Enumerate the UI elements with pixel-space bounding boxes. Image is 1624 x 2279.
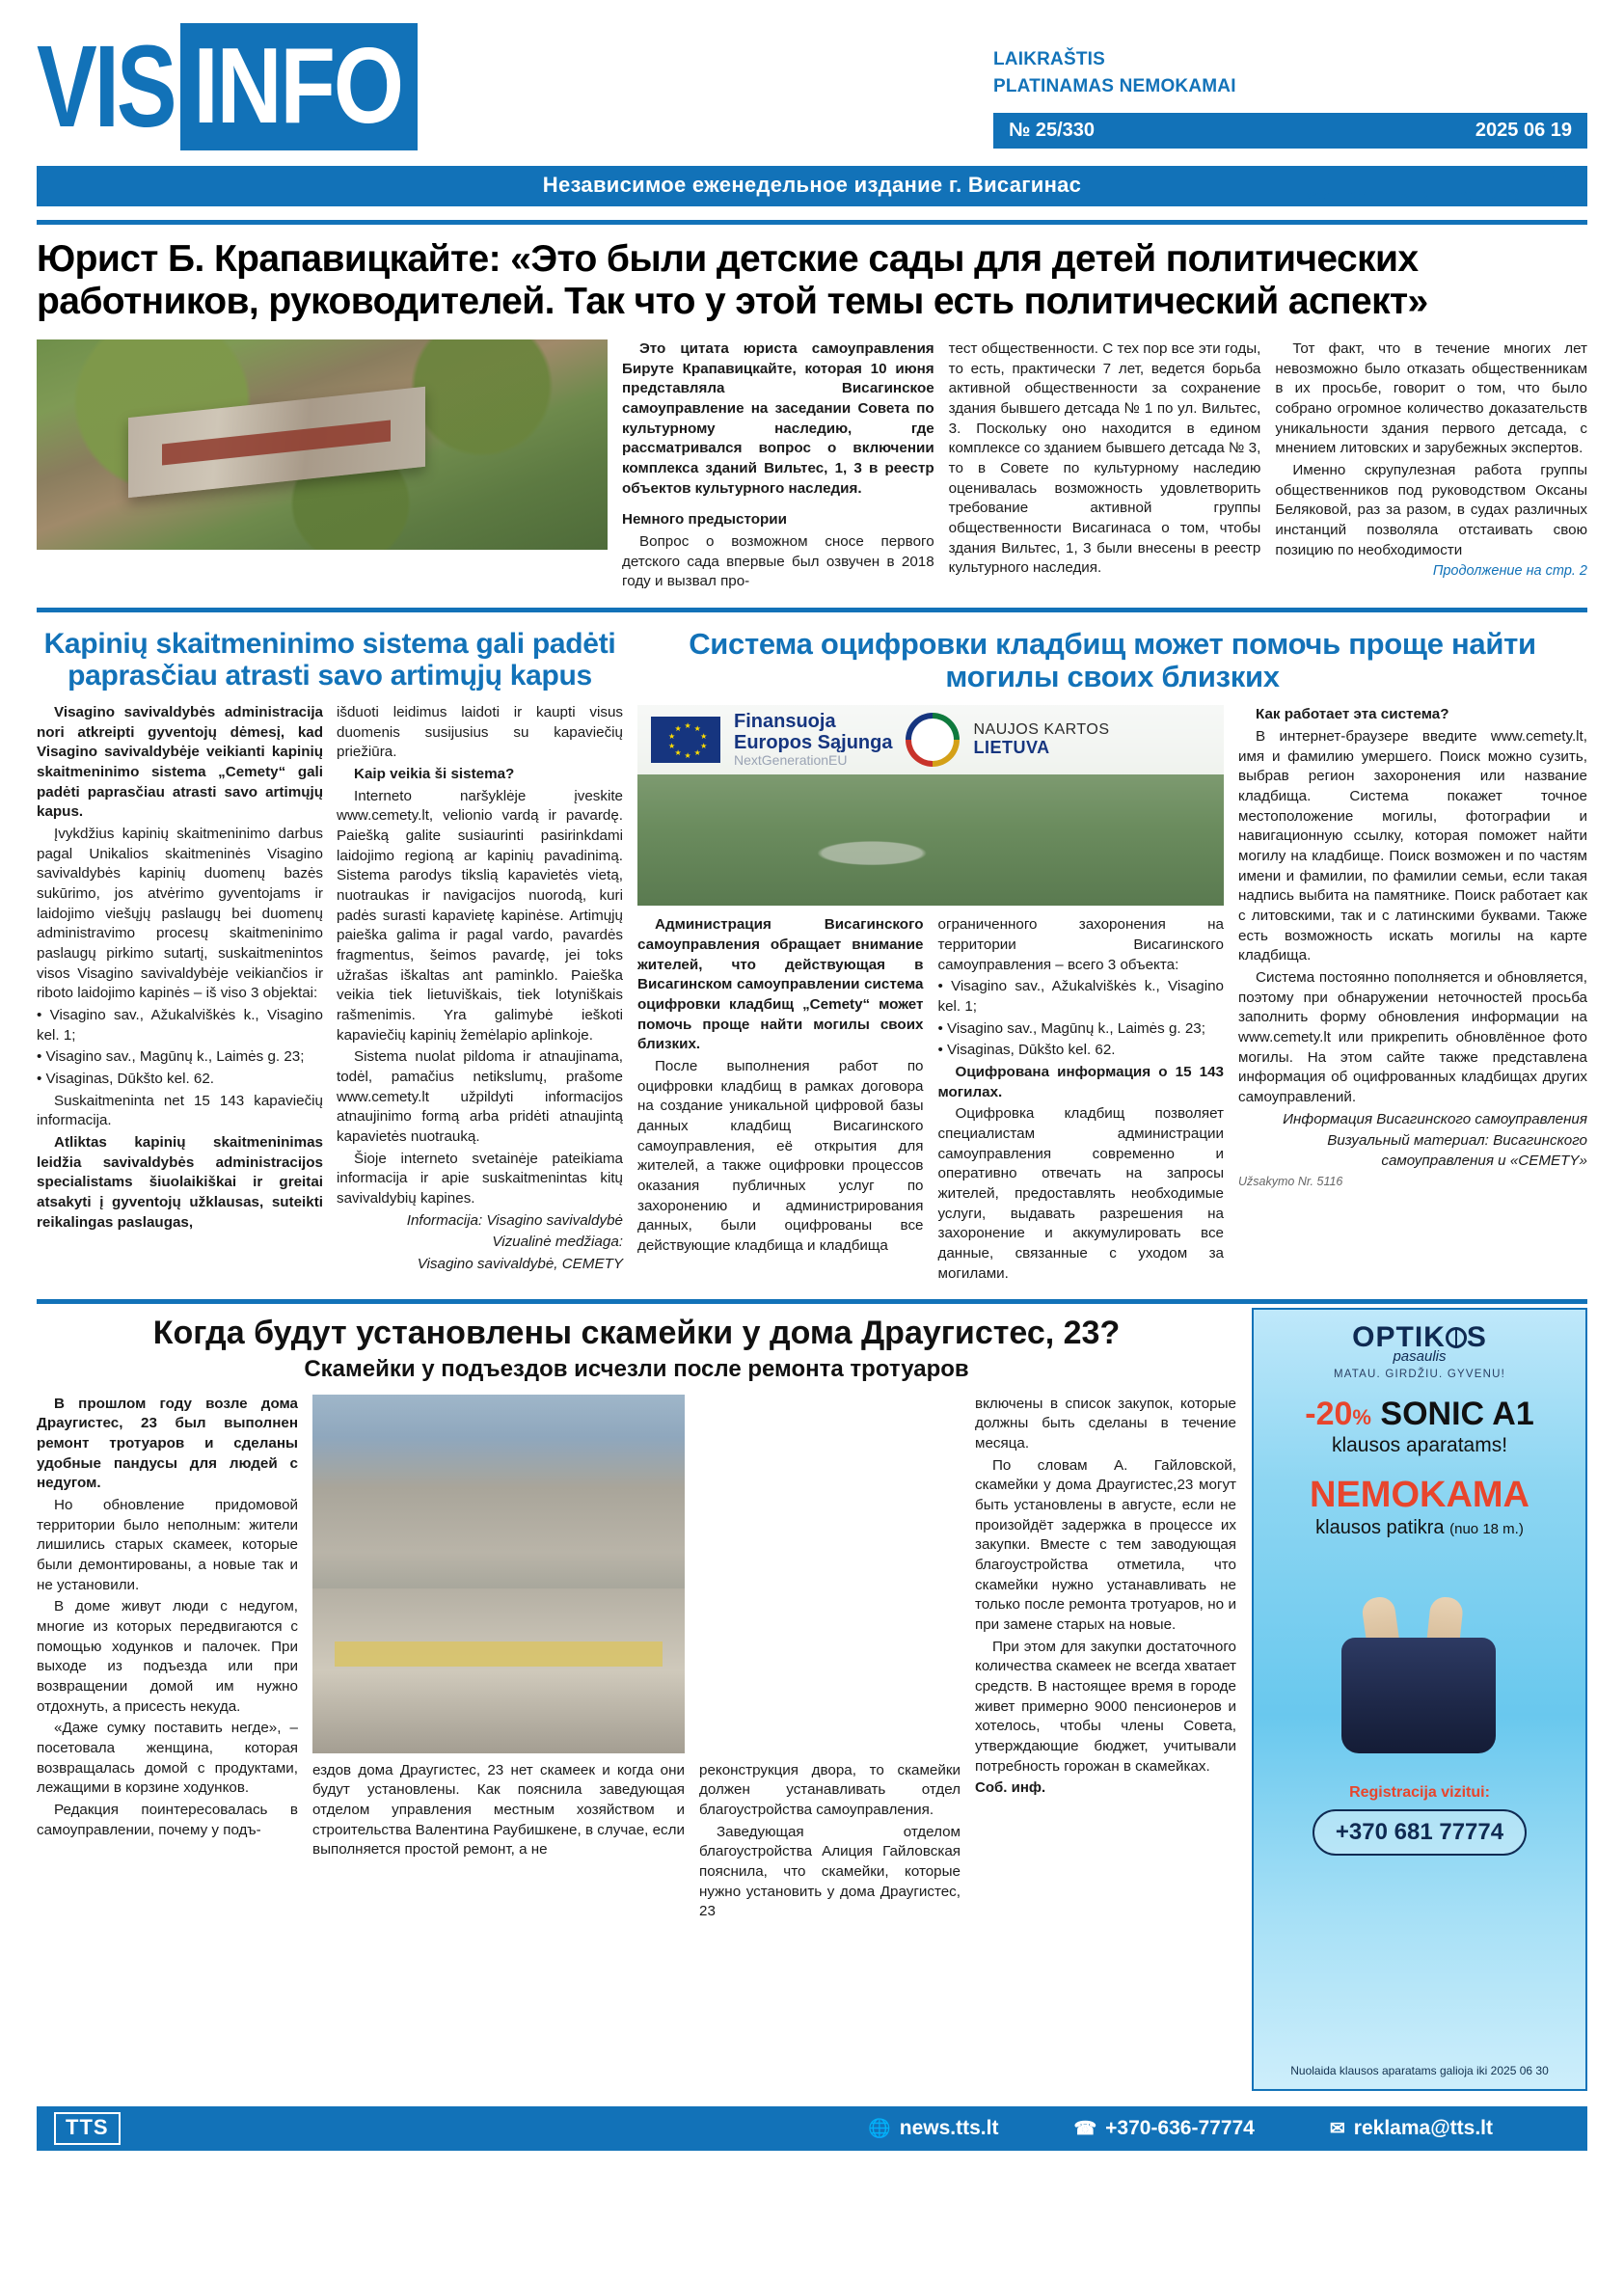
ad-discount-percent: % [1352, 1405, 1371, 1430]
ad-fine-print: Nuolaida klausos aparatams galioja iki 2025 06 30 [1290, 2064, 1549, 2078]
article3-subheadline: Скамейки у подъездов исчезли после ремонта тротуаров [304, 1355, 969, 1382]
article3-col4-p3: При этом для закупки достаточного количества скамеек не всегда хватает средств. В настоящее время в городе живет примерно 9000 пенсионеров и хотелось, чтобы члены Совета, утверждающие бюджет, учитывали потребность горожан в скамейках. [975, 1638, 1236, 1775]
article2-lt-col1-p2: Įvykdžius kapinių skaitmeninimo darbus pagal Unikalios skaitmeninės Visagino savivaldybės kapinių duomenų bazės sukūrimo, jos atvėrimo gyventojams ir laidojimo viešųjų paslaugų bei duomenų administravimo procesų skaitmeninimo paslaugų pirkimo sutartį, suskaitmenintos visos Visagino savivaldybėje veikiančios ir riboto laidojimo kapinės – iš viso 3 objektai: [37, 826, 323, 1002]
tagline-bar: Независимое еженедельное издание г. Висагинас [37, 166, 1587, 206]
article2-lt-col2-p2: Interneto naršyklėje įveskite www.cemety.lt, velionio vardą ir pavardę. Paiešką galite susiaurinti pasirinkdami laidojimo regioną ar kapinių pavadinimą. Sistema parodys tikslią kapavietės vietą, nuotraukas ir navigacijos nuorodą, kuri padės surasti kapavietę kapinėse. Artimųjų paieška galima ir pagal vardo, pavardės fragmentus, šeimos pavardę, jei toks užrašas iškaltas ant paminklo. Paieška veikia tiek lietuviškais, tiek lotyniškais rašmenimis. Yra galimybė ieškoti kapaviečių kapinių žemėlapio aplinkoje. [337, 787, 623, 1044]
article2-lt-column-1 [37, 703, 323, 1277]
article2-ru-column-3 [1238, 705, 1587, 1286]
article2-lithuanian [37, 618, 623, 1286]
article2-ru-bullet-2: • Visagino sav., Magūnų k., Laimės g. 23; [937, 1019, 1205, 1037]
footer-phone[interactable] [1073, 2117, 1254, 2140]
ad-check-line [1315, 1517, 1524, 1539]
masthead-note [993, 160, 1587, 209]
footer-website-text: news.tts.lt [899, 2117, 999, 2140]
article2-ru-columns [637, 705, 1587, 1286]
article2-ru-bullet-3: • Visaginas, Dūkšto kel. 62. [937, 1042, 1116, 1059]
street-photo-sidewalk-renovation [312, 1395, 685, 1753]
footer-brand: TTS [54, 2112, 121, 2145]
logo-vis-text: VIS [37, 21, 175, 151]
article3-headline: Когда будут установлены скамейки у дома Драугистес, 23? [152, 1315, 1121, 1352]
article3-col1-p3: В доме живут люди с недугом, многие из которых передвигаются с помощью ходунков и палочек. При выходе из подъезда или при возвращении домой им нужно отдохнуть, а присесть некуда. [37, 1598, 298, 1715]
divider-rule-3 [37, 1299, 1587, 1304]
article2-lt-col1-p3: Suskaitmeninta net 15 143 kapaviečių informacija. [37, 1092, 323, 1129]
ad-logo-script: pasaulis [1393, 1348, 1447, 1366]
article2-headline-ru: Система оцифровки кладбищ может помочь проще найти могилы своих близких [689, 626, 1536, 694]
article2-lt-signature-2: Vizualinė medžiaga: [492, 1234, 623, 1251]
footer-links [868, 2117, 1570, 2140]
eu-funding-text [734, 712, 892, 768]
eu-flag-stars: ★ ★ ★ ★ ★ ★ ★ ★ ★ ★ [668, 721, 708, 761]
article2-lt-column-2 [337, 703, 623, 1277]
article3-column-1 [37, 1395, 298, 1924]
article1-col3-p1: Тот факт, что в течение многих лет невозможно было отказать общественникам в их просьбе, говорит о том, что было собрано огромное количество доказательств уникальности здания первого детсада, с мнением литовских и зарубежных экспертов. [1275, 339, 1588, 457]
hearing-aid-charger-photo [1314, 1549, 1525, 1771]
article2-lt-bullet-1: • Visagino sav., Ažukalviškės k., Visagino kel. 1; [37, 1007, 323, 1044]
logo-info-box [180, 23, 419, 150]
article2-lt-bullet-3: • Visaginas, Dūkšto kel. 62. [37, 1071, 215, 1088]
ngl-line1: NAUJOS KARTOS [973, 721, 1110, 739]
footer-website[interactable] [868, 2117, 998, 2140]
article2-lt-col2-p3: Sistema nuolat pildoma ir atnaujinama, todėl, pamačius netikslumų, prašome www.cemety.lt užpildyti informacijos atnaujinimo formą arba pridėti atnaujintą kapavietės nuotrauką. [337, 1048, 623, 1146]
eu-funding-banner [637, 705, 1224, 906]
article2-ru-col3-p1: В интернет-браузере введите www.cemety.lt, имя и фамилию умершего. Поиск можно сузить, выбрав регион захоронения или название кладбища. Система покажет точное местоположение могилы, фотографии и навигационную ссылку, которая поможет найти могилу на кладбище. Поиск возможен и по частям имени и фамилии, по фамилии семьи, если такая надпись выбита на памятнике. Поиск работает как с литовскими, так и с латинскими буквами. Также есть возможность искать могилы на карте кладбища. [1238, 727, 1587, 964]
ngl-text [973, 721, 1109, 757]
eu-fund-line1: Finansuoja [734, 711, 836, 732]
article2-ru-col2-p2: Оцифрована информация о 15 143 могилах. [937, 1063, 1224, 1100]
article2 [37, 618, 1587, 1286]
footer-phone-text: +370-636-77774 [1105, 2117, 1255, 2140]
globe-icon [1446, 1327, 1467, 1348]
article3-col1-p2: Но обновление придомовой территории было неполным: жители лишились старых скамеек, которые были демонтированы, а новые так и не установили. [37, 1497, 298, 1593]
logo-info-text: INFO [193, 25, 403, 146]
issue-bar [993, 113, 1587, 149]
article1-headline: Юрист Б. Крапавицкайте: «Это были детские сады для детей политических работников, руководителей. Так что у этой темы есть политический аспект» [37, 238, 1428, 323]
article3-lede: В прошлом году возле дома Драугистес, 23 был выполнен ремонт тротуаров и сделаны удобные пандусы для людей с недугом. [37, 1395, 298, 1492]
masthead-subtitle-line2: PLATINAMAS NEMOKAMAI [993, 75, 1236, 96]
article3 [37, 1308, 1587, 2091]
article3-columns [37, 1395, 1236, 1924]
article1-col3-p2: Именно скрупулезная работа группы общественников под руководством Оксаны Беляковой, раз за разом, в судах различных инстанций позволяла отстаивать свою позицию по необходимости [1275, 461, 1588, 558]
article2-lt-col2-p4: Šioje interneto svetainėje pateikiama informacija ir apie suskaitmenintas kitų savivaldybių kapines. [337, 1150, 623, 1207]
ad-product-name: SONIC A1 [1380, 1396, 1534, 1433]
article2-lt-signature-1: Informacija: Visagino savivaldybė [406, 1211, 623, 1229]
article2-ru-signature-1: Информация Висагинского самоуправления [1283, 1110, 1587, 1127]
article2-ru-col2-p1: ограниченного захоронения на территории Висагинского самоуправления – всего 3 объекта: [937, 916, 1224, 973]
article3-col2-p1: ездов дома Драугистес, 23 нет скамеек и когда они будут установлены. Как пояснила заведующая отделом управления местным хозяйством и строительства Валентина Раубишкене, в случае, если выполняется простой ремонт, а не [312, 1761, 685, 1858]
ad-subtitle: klausos aparatams! [1331, 1434, 1508, 1457]
article3-column-3 [699, 1395, 961, 1924]
envelope-icon: ✉ [1329, 2118, 1345, 2139]
article3-byline: Соб. инф. [975, 1779, 1046, 1797]
ad-tagline: MATAU. GIRDŽIU. GYVENU! [1334, 1369, 1505, 1381]
footer-email[interactable] [1330, 2117, 1493, 2140]
article2-ru-column-1 [637, 915, 924, 1286]
footer-bar [37, 2106, 1587, 2151]
publication-logo[interactable] [37, 21, 418, 151]
article3-col3-p2: Заведующая отделом благоустройства Алиция Гайловская пояснила, что скамейки, которые нужно установить у дома Драугистес, 23 [699, 1823, 961, 1920]
advertisement-column [1252, 1308, 1587, 2091]
ad-discount-line [1305, 1396, 1534, 1433]
article1-column-1 [622, 339, 934, 594]
article2-russian [637, 618, 1587, 1286]
ad-discount-value: -20 [1305, 1396, 1353, 1433]
article3-column-4 [975, 1395, 1236, 1924]
masthead-subtitle-line1: LAIKRAŠTIS [993, 49, 1105, 69]
article2-lt-bullet-2: • Visagino sav., Magūnų k., Laimės g. 23; [37, 1048, 305, 1066]
divider-rule-1 [37, 220, 1587, 225]
article2-ru-col2-p3: Оцифровка кладбищ позволяет специалистам администрации самоуправления современно и оперативно отвечать на запросы жителей, предоставлять необходимые услуги, выдавать разрешения на захоронение и аккумулировать все данные, связанные с уходом за могилами. [937, 1105, 1224, 1282]
article2-ru-lede: Администрация Висагинского самоуправления обращает внимание жителей, что действующая в Висагинском самоуправлении система оцифровки кладбищ „Cemety“ может помочь проще найти могилы своих близких. [637, 916, 924, 1053]
ad-phone-button[interactable]: +370 681 77774 [1313, 1809, 1527, 1856]
advertisement-optikos-pasaulis[interactable] [1252, 1308, 1587, 2091]
globe-icon: 🌐 [868, 2119, 891, 2140]
article1-column-3 [1275, 339, 1587, 594]
article3-photo-wrap [312, 1395, 685, 1924]
phone-icon: ☎ [1073, 2118, 1097, 2139]
divider-rule-2 [37, 608, 1587, 612]
article1-lede: Это цитата юриста самоуправления Бируте Крапавицкайте, которая 10 июня представляла Висагинское самоуправление на заседании Совета по культурному наследию, где рассматривался вопрос о включении комплекса зданий Вильтес, 1, 3 в реестр объектов культурного наследия. [622, 339, 934, 497]
article2-ru-column-2 [938, 915, 1225, 1286]
ad-check-note: (nuo 18 m.) [1449, 1521, 1524, 1538]
article3-col4-p1: включены в список закупок, которые должны быть сделаны в течение месяца. [975, 1395, 1236, 1452]
article2-lt-signature-3: Visagino savivaldybė, CEMETY [417, 1256, 623, 1273]
ad-logo: OPTIK S [1352, 1321, 1487, 1354]
ad-free-label: NEMOKAMA [1310, 1475, 1529, 1516]
masthead-note-line1: ГАЗЕТА [1525, 163, 1587, 182]
next-generation-lithuania-icon [906, 713, 960, 767]
article3-col3-p1: реконструкция двора, то скамейки должен устанавливать отдел благоустройства самоуправления. [699, 1761, 961, 1818]
article1-col1-p2: Вопрос о возможном сносе первого детского сада впервые был озвучен в 2018 году и вызвал про- [622, 532, 934, 590]
eu-flag-icon [651, 717, 720, 763]
article2-ru-signature-2: Визуальный материал: Висагинского самоуправления и «CEMETY» [1327, 1132, 1587, 1169]
eu-fund-line2: Europos Sąjunga [734, 731, 893, 753]
article2-ru-col3-p2: Система постоянно пополняется и обновляется, поэтому при обнаружении неточностей просьба заполнить форму обновления информации на www.cemety.lt или прикрепить обновлённое фото могилы. На этом сайте также представлена информация об оцифрованных кладбищах других самоуправлений. [1238, 968, 1587, 1105]
article3-main [37, 1308, 1236, 2091]
aerial-photo-kindergarten-complex [37, 339, 608, 550]
article1-column-2 [949, 339, 1261, 594]
article2-lt-col2-p1: išduoti leidimus laidoti ir kaupti visus duomenis susijusius su kapaviečių priežiūra. [337, 703, 623, 761]
ad-register-label: Registracija vizitui: [1349, 1784, 1490, 1802]
issue-number: № 25/330 [1009, 120, 1096, 142]
charger-base-icon [1341, 1638, 1496, 1753]
footer-email-text: reklama@tts.lt [1353, 2117, 1493, 2140]
eu-logo-strip [637, 705, 1224, 774]
eu-fund-line3: NextGenerationEU [734, 752, 848, 769]
article2-ru-bullet-1: • Visagino sav., Ažukalviškės k., Visagino kel. 1; [937, 978, 1224, 1015]
article2-headline-lt: Kapinių skaitmeninimo sistema gali padėti paprasčiau atrasti savo artimųjų kapus [43, 627, 616, 692]
article3-col1-p4: «Даже сумку поставить негде», – посетовала женщина, которая возвращалась домой с продуктами, лежащими в корзине ходунков. [37, 1720, 298, 1797]
article2-lt-subheading: Kaip veikia ši sistema? [354, 765, 515, 782]
article1-jump-line[interactable]: Продолжение на стр. 2 [1432, 563, 1588, 580]
masthead-note-line2: РАСПРОСТРАНЯЕТСЯ БЕСПЛАТНО [1300, 187, 1587, 206]
issue-date: 2025 06 19 [1475, 120, 1572, 142]
article2-lt-col1-p4: Atliktas kapinių skaitmeninimas leidžia savivaldybės administracijos specialistams šiuolaikiškai ir greitai atsakyti į gyventojų užklausas, suteikti reikalingas paslaugas, [37, 1134, 323, 1231]
article2-order-number: Užsakymo Nr. 5116 [1238, 1174, 1343, 1188]
ngl-line2: LIETUVA [973, 738, 1050, 758]
article2-ru-subheading: Как работает эта система? [1256, 706, 1449, 723]
article1 [37, 339, 1587, 594]
article3-col4-p2: По словам А. Гайловской, скамейки у дома Драугистес,23 могут быть установлены в августе, если не произойдёт задержка в процессе их закупки. Вместе с тем заводующая благоустройства отметила, что скамейки нужно устанавливать не только после ремонта тротуаров, но и при замене старых на новые. [975, 1456, 1236, 1634]
article2-lt-lede: Visagino savivaldybės administracija nori atkreipti gyventojų dėmesį, kad Visagino savivaldybėje veikianti kapinių skaitmeninimo sistema „Cemety“ gali padėti paprasčiau atrasti savo artimųjų kapus. [37, 703, 323, 821]
article1-col2-p1: тест общественности. С тех пор все эти годы, то есть, практически 7 лет, ведется борьба активной общественности за сохранение здания бывшего детсада № 1 по ул. Вильтес, 3. Поскольку оно находится в едином комплексе со зданием бывшего детсада № 3, то в Совете по культурному наследию оценивалась возможность удовлетворить требование активной группы общественности Висагинаса о том, чтобы здания Вильтес, 1, 3 были внесены в реестр культурного наследия. [948, 339, 1261, 577]
article3-col1-p5: Редакция поинтересовалась в самоуправлении, почему у подъ- [37, 1802, 298, 1838]
article2-ru-col1-p2: После выполнения работ по оцифровки кладбищ в рамках договора на создание уникальной цифровой базы данных кладбищ Висагинского самоуправления, её открытия для жителей, а также оцифровки процессов оказания публичных услуг по захоронению и администрирования данных, были оцифрованы все действующие кладбища и кладбища [637, 1057, 924, 1254]
article1-photo-wrap [37, 339, 608, 594]
article1-subheading: Немного предыстории [622, 511, 787, 529]
cemetery-aerial-photo [637, 774, 1224, 906]
masthead-right [993, 33, 1587, 209]
ad-check-text: klausos patikra [1315, 1517, 1445, 1539]
